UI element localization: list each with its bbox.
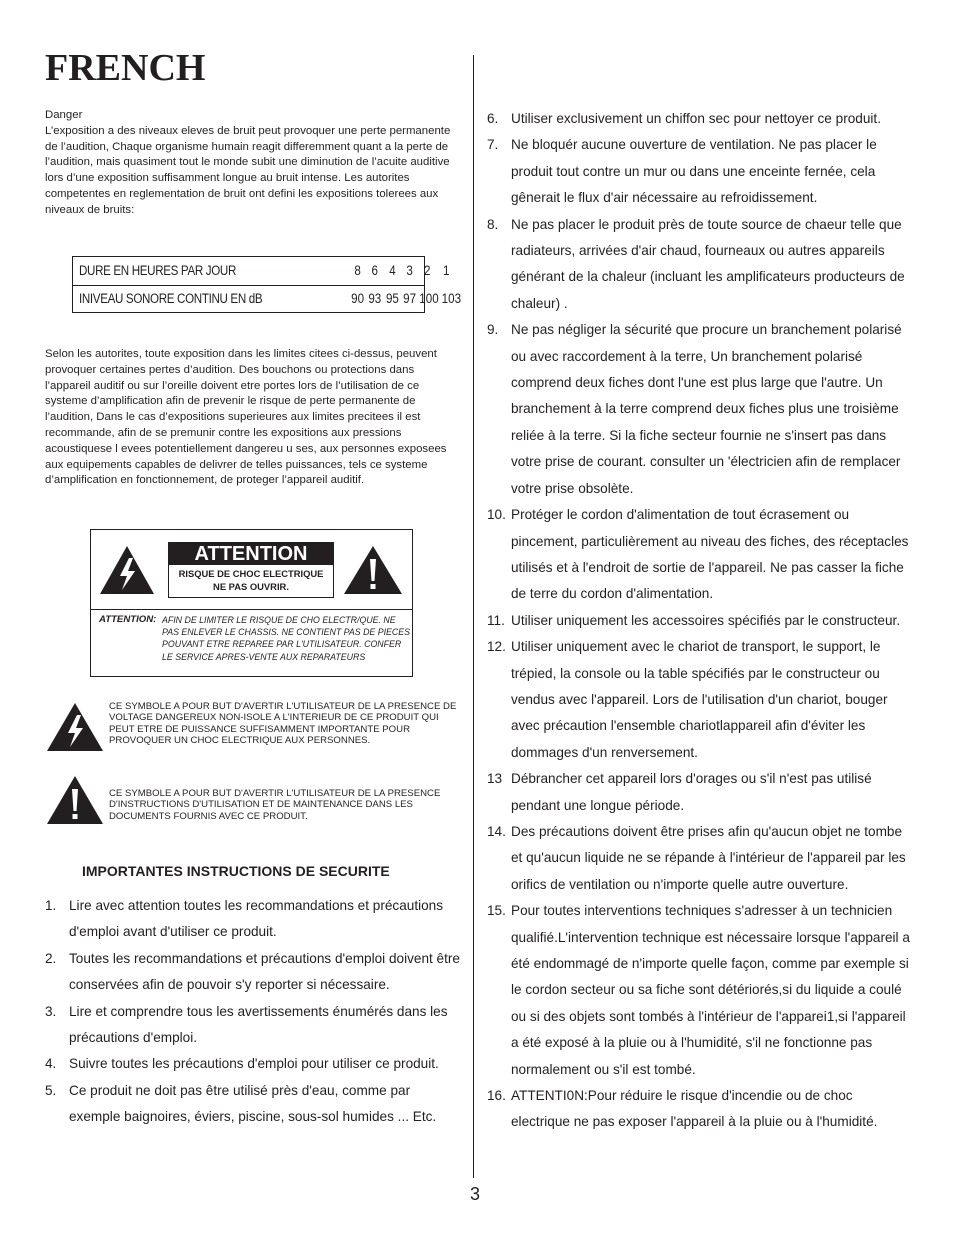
table-cell: 3 [406,263,413,278]
safety-instructions-list-left [45,893,460,1131]
list-item-number: 13 [487,771,503,787]
table-cell: 95 [385,291,399,306]
table-cell: 97 [403,291,417,306]
list-item-number: 2. [45,950,57,966]
table-cell: 2 [424,263,431,278]
table-cell: 1 [442,263,450,278]
safety-instructions-title: IMPORTANTES INSTRUCTIONS DE SECURITE [82,863,390,879]
list-item-text: Utiliser uniquement avec le chariot de transport, le support, le trépied, la console ou la table spécifiés par le constructeur ou vendus avec l'appareil. Lors de l'utilisation d'un chariot, bouger avec précaution l'ensemble chariotlappareil afin d'éviter les dommages d'un renversement. [511,639,888,760]
attention-note-text: AFIN DE LIMITER LE RISQUE DE CHO ELECTR/QUE. NE PAS ENLEVER LE CHASSIS. NE CONTIENT PAS DE PIECES POUVANT ETRE REPAREE PAR L'UTILISATEUR. CONFER LE SERVICE APRES-VENTE AUX REPARATEURS [162,615,411,662]
lightning-warning-icon [45,701,105,753]
list-item-text: Ne bloquér aucune ouverture de ventilation. Ne pas placer le produit tout contre un mur ou dans une enceinte fernée, cela gênerait le flux d'air nécessaire au refroidissement. [511,137,877,206]
list-item [487,819,915,898]
page-number: 3 [469,1184,480,1204]
list-item-text: Débrancher cet appareil lors d'orages ou s'il n'est pas utilisé pendant une longue période. [511,771,872,813]
table-cell: 6 [371,263,379,278]
noise-exposure-table [72,256,462,313]
list-item [45,999,460,1052]
list-item-text: Lire avec attention toutes les recommandations et précautions d'emploi avant d'utiliser ce produit. [69,898,444,940]
table-cell: 93 [368,291,382,306]
exclamation-symbol-explanation [45,774,460,826]
attention-warning-box [90,529,413,677]
list-item [487,106,915,132]
list-item [487,132,915,211]
list-item-number: 9. [487,322,499,338]
list-item-number: 8. [487,216,499,232]
danger-section [45,108,460,219]
list-item [487,608,915,634]
list-item-number: 1. [45,898,57,913]
safety-instructions-list-right [487,106,915,1136]
list-item-text: Utiliser uniquement les accessoires spécifiés par le constructeur. [511,612,901,628]
danger-heading: Danger [45,109,83,121]
list-item [487,212,915,318]
table-cell: 100 [419,291,439,306]
lightning-symbol-explanation [45,701,460,753]
exclamation-symbol-text: CE SYMBOLE A POUR BUT D'AVERTIR L'UTILISATEUR DE LA PRESENCE D'INSTRUCTIONS D'UTILISATION ET DE MAINTENANCE DANS LES DOCUMENTS FOURNIS AVEC CE PRODUIT. [109,788,441,822]
attention-subtitle-line: NE PAS OUVRIR. [213,581,289,592]
list-item [45,1051,460,1077]
list-item-number: 15. [487,903,506,919]
list-item-number: 11. [487,612,505,628]
exclamation-warning-icon [45,774,105,826]
table-cell: 90 [351,291,365,306]
list-item [45,893,460,946]
page-title: FRENCH [45,47,206,89]
column-divider [473,55,474,1178]
list-item [487,317,915,502]
lightning-warning-icon [98,544,156,596]
danger-text: L’exposition a des niveaux eleves de bruit peut provoquer une perte permanente de l’audition, Chaque organisme humain reagit differemment quant a la perte de l’audition, mais quasiment tout le monde subit une diminution de l’acuite auditive lors d’une exposition suffisamment longue au bruit intense. Les autorites competentes en reglementation de bruit ont defini les expositions tolerees aux niveaux de bruits: [45,124,451,216]
list-item-number: 5. [45,1082,57,1098]
list-item-text: Des précautions doivent être prises afin qu'aucun objet ne tombe et qu'aucun liquide ne se répande à l'intérieur de l'appareil par les orifics de ventilation ou n'importe quelle autre ouverture. [511,823,906,892]
level-values [349,285,463,313]
table-cell: 4 [389,263,396,278]
list-item-number: 16. [487,1088,506,1104]
list-item-number: 12. [487,639,506,655]
lightning-symbol-text: CE SYMBOLE A POUR BUT D'AVERTIR L'UTILISATEUR DE LA PRESENCE DE VOLTAGE DANGEREUX NON-ISOLE A L'INTERIEUR DE CE PRODUIT QUI PEUT ETRE DE PUISSANCE SUFFISAMMENT IMPORTANTE POUR PROVOQUER UN CHOC ELECTRIQUE AUX PERSONNES. [109,701,457,747]
divider [91,609,412,610]
list-item-text: Utiliser exclusivement un chiffon sec pour nettoyer ce produit. [511,111,881,126]
table-row [73,285,462,313]
table-cell: 103 [441,291,462,306]
level-label: INIVEAU SONORE CONTINU EN dB [79,291,263,306]
table-row [73,257,450,286]
table-cell: 8 [354,263,361,278]
list-item [45,946,460,999]
list-item-number: 14. [487,823,506,839]
list-item-text: Toutes les recommandations et précautions d'emploi doivent être conservées afin de pouvoir s'y reporter si nécessaire. [69,950,460,993]
list-item [487,634,915,766]
attention-subtitle-line: RISQUE DE CHOC ELECTRIQUE [178,568,324,579]
list-item-text: Lire et comprendre tous les avertissements énumérés dans les précautions d'emploi. [69,1003,448,1046]
list-item-text: ATTENTI0N:Pour réduire le risque d'incendie ou de choc electrique ne pas exposer l'appareil à la pluie ou à l'humidité. [511,1088,878,1130]
list-item-number: 10. [487,507,506,523]
list-item [487,1083,915,1136]
list-item-text: Ce produit ne doit pas être utilisé près d'eau, comme par exemple baignoires, éviers, piscine, sous-sol humides ... Etc. [69,1082,437,1125]
list-item-text: Ne pas placer le produit près de toute source de chaeur telle que radiateurs, arrivées d'air chaud, fourneaux ou autres appareils générant de la chaleur (incluant les amplificateurs producteurs de chaleur) . [511,216,905,311]
list-item-text: Ne pas négliger la sécurité que procure un branchement polarisé ou avec raccordement à la terre, Un branchement polarisé comprend deux fiches dont l'une est plus large que l'autre. Un branchement à la terre comprend deux fiches plus une troisième reliée à la terre. Si la fiche secteur fournie ne s'insert pas dans votre prise de courant. consulter un 'électricien afin de remplacer votre prise obsolète. [511,322,902,496]
attention-badge [168,542,334,598]
hours-label: DURE EN HEURES PAR JOUR [79,263,237,278]
list-item-text: Pour toutes interventions techniques s'adresser à un technicien qualifié.L'intervention technique est nécessaire lorsque l'appareil a été endommagé de n'importe quelle façon, comme par exemple si le cordon secteur ou sa fiche sont détériorés,si du liquide a coulé ou si des objets sont tombés à l'intérieur de l'apparei1,si l'appareil a été exposé à la pluie ou à l'humidité, s'il ne fonctionne pas normalement ou s'il est tombé. [511,903,910,1077]
list-item [487,898,915,1083]
list-item-number: 6. [487,111,499,126]
list-item-number: 4. [45,1056,57,1072]
exclamation-warning-icon [342,544,404,596]
list-item-text: Suivre toutes les précautions d'emploi pour utiliser ce produit. [69,1056,439,1072]
attention-title: ATTENTION [169,543,333,565]
attention-note-label: ATTENTION: [99,614,157,625]
list-item-number: 3. [45,1003,57,1019]
list-item [45,1078,460,1131]
list-item-text: Protéger le cordon d'alimentation de tout écrasement ou pincement, particulièrement au niveau des fiches, des réceptacles utilisés et à l'endroit de sortie de l'appareil. Ne pas casser la fiche de terre du cordon d'alimentation. [511,507,909,602]
attention-subtitle [169,567,333,593]
list-item [487,766,915,819]
hours-values [349,257,456,285]
exposure-advice-text: Selon les autorites, toute exposition dans les limites citees ci-dessus, peuvent provoquer certaines pertes d’audition. Des bouchons ou protections dans l’appareil auditif ou sur l’oreille doivent etre portes lors de l’utilisation de ce systeme d’amplification afin de prevenir le risque de perte permanente de l’audition, Dans le cas d’expositions superieures aux limites precitees il est recommande, afin de se premunir contre les expositions aux pressions acoustiquese l evees potentiellement dangereu u ses, aux personnes exposees aux equipements capables de delivrer de telles puissances, tels ce systeme d’amplification en fonctionnement, de proteger l’appareil auditif. [45,348,447,487]
list-item-number: 7. [487,137,499,153]
list-item [487,502,915,608]
